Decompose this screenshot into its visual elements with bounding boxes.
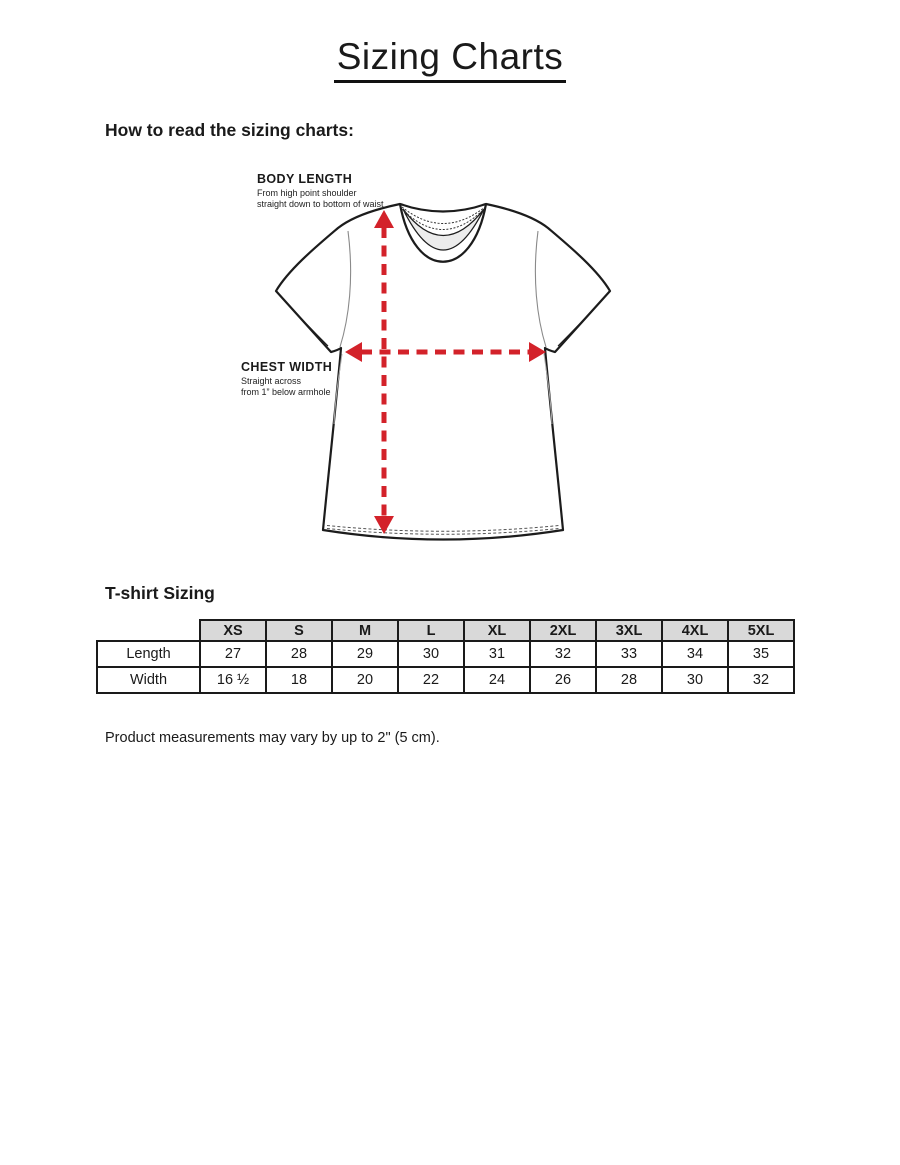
row-label-length: Length [97,641,200,667]
size-header-5xl: 5XL [728,620,794,641]
table-corner-cell [97,620,200,641]
size-header-m: M [332,620,398,641]
width-value-xs: 16 ½ [200,667,266,693]
size-header-xl: XL [464,620,530,641]
chest-width-desc-line2: from 1” below armhole [241,386,331,397]
length-value-xl: 31 [464,641,530,667]
body-length-desc-line1: From high point shoulder [257,188,357,198]
body-length-annotation [257,172,384,210]
chest-width-desc-line1: Straight across [241,376,302,386]
tshirt-sizing-heading: T-shirt Sizing [105,583,215,603]
length-value-4xl: 34 [662,641,728,667]
table-header-row [97,620,794,641]
width-value-3xl: 28 [596,667,662,693]
length-value-m: 29 [332,641,398,667]
body-length-desc-line2: straight down to bottom of waist [257,198,384,209]
size-header-l: L [398,620,464,641]
size-header-2xl: 2XL [530,620,596,641]
chest-width-label: CHEST WIDTH [241,360,333,374]
table-row-length [97,641,794,667]
width-value-l: 22 [398,667,464,693]
row-label-width: Width [97,667,200,693]
length-value-xs: 27 [200,641,266,667]
length-value-5xl: 35 [728,641,794,667]
size-header-s: S [266,620,332,641]
measurement-note: Product measurements may vary by up to 2" (5 cm). [105,730,440,746]
length-value-s: 28 [266,641,332,667]
width-value-xl: 24 [464,667,530,693]
width-value-2xl: 26 [530,667,596,693]
length-value-3xl: 33 [596,641,662,667]
width-value-5xl: 32 [728,667,794,693]
size-header-4xl: 4XL [662,620,728,641]
length-value-2xl: 32 [530,641,596,667]
howto-heading: How to read the sizing charts: [105,120,354,140]
body-length-label: BODY LENGTH [257,172,353,186]
size-header-3xl: 3XL [596,620,662,641]
width-value-4xl: 30 [662,667,728,693]
table-row-width [97,667,794,693]
length-value-l: 30 [398,641,464,667]
width-value-m: 20 [332,667,398,693]
tshirt-sizing-table [96,619,795,694]
width-value-s: 18 [266,667,332,693]
size-header-xs: XS [200,620,266,641]
chest-width-annotation [241,360,332,398]
page-title: Sizing Charts [0,36,900,83]
